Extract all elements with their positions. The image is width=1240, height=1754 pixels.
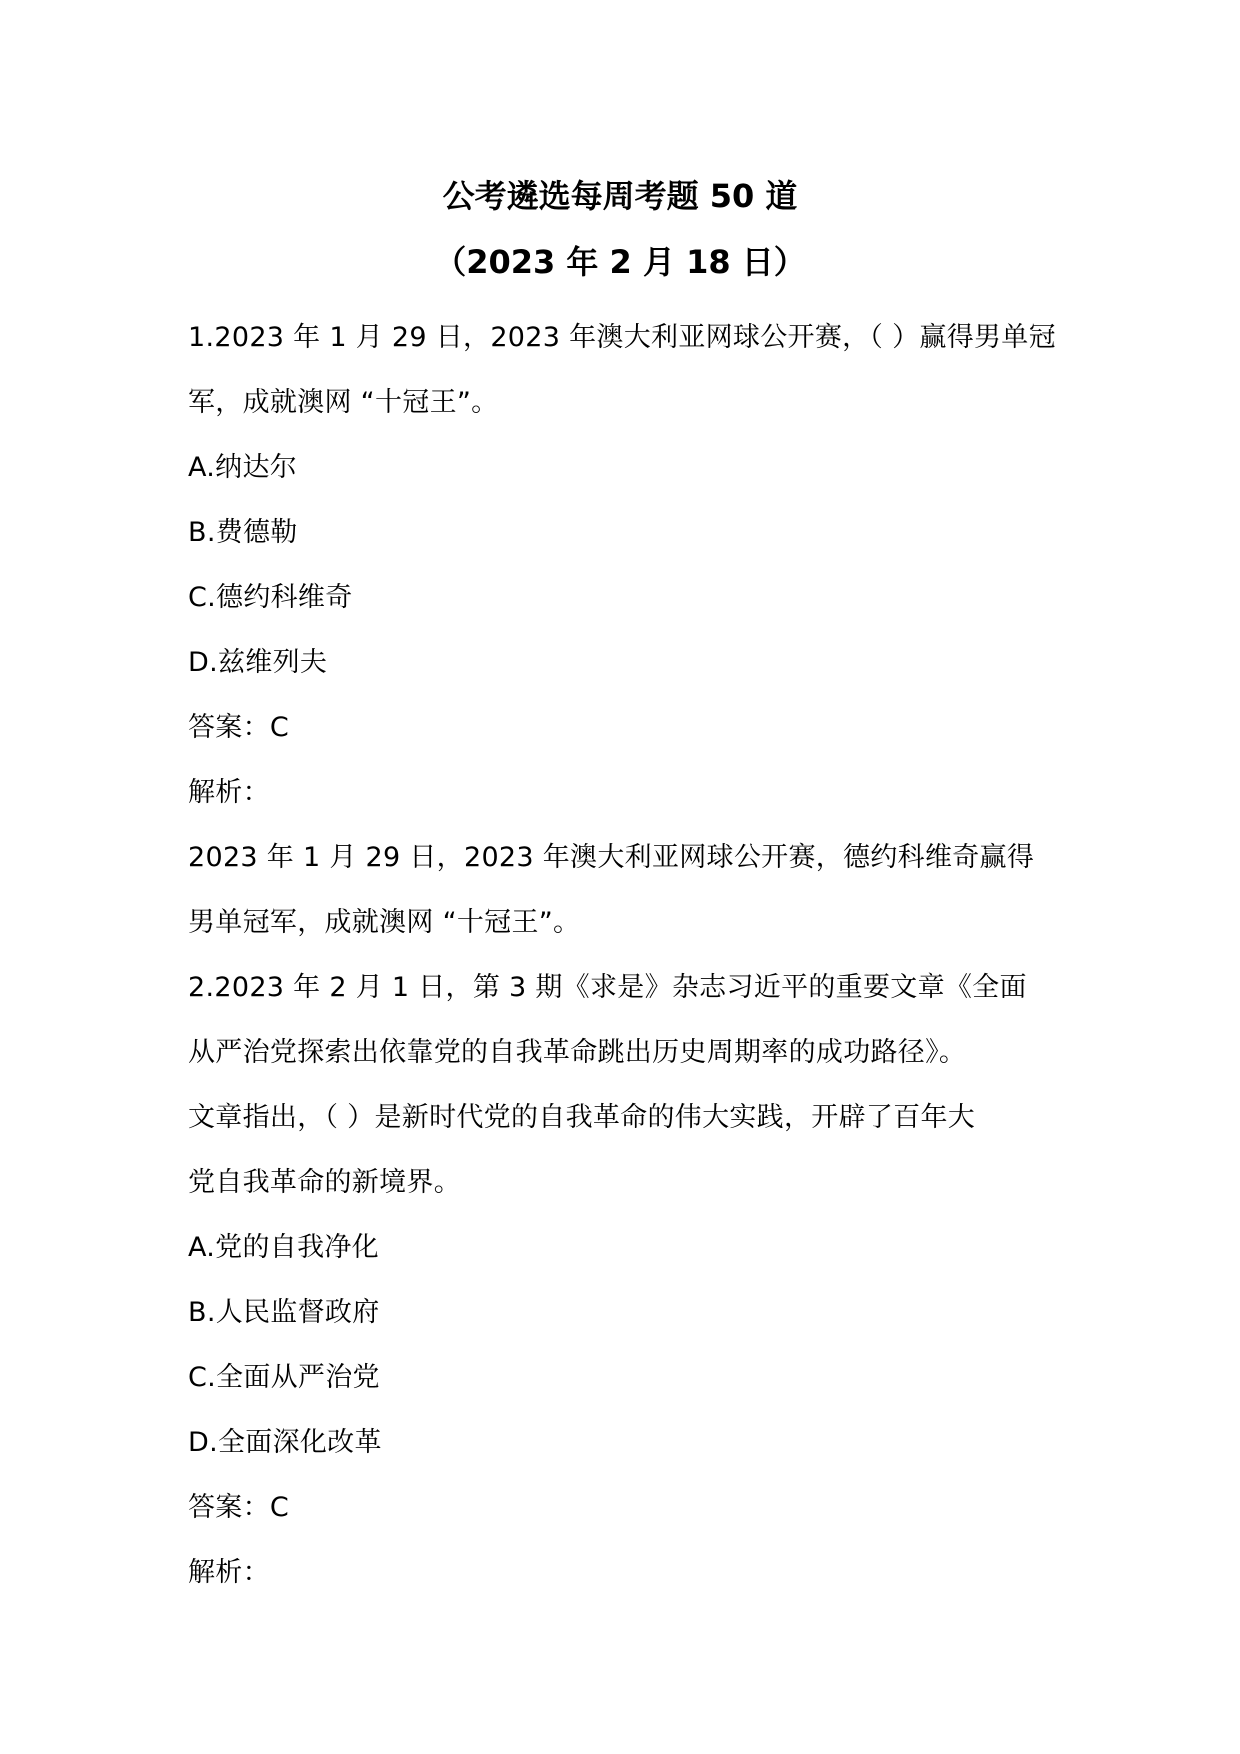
question-1-analysis-line-2: 男单冠军，成就澳网 “十冠王”。	[188, 907, 581, 938]
document-body	[188, 305, 1058, 1605]
question-2-answer: 答案：C	[188, 1492, 290, 1523]
question-1-option-a: A.纳达尔	[188, 452, 298, 483]
question-2-option-c: C.全面从严治党	[188, 1362, 380, 1393]
question-2-option-a: A.党的自我净化	[188, 1232, 379, 1263]
question-2-option-b: B.人民监督政府	[188, 1297, 380, 1328]
question-1-option-d: D.兹维列夫	[188, 647, 328, 678]
question-2-analysis-label: 解析：	[188, 1557, 270, 1588]
question-2-stem-line-2: 从严治党探索出依靠党的自我革命跳出历史周期率的成功路径》。	[188, 1037, 967, 1068]
question-2-stem-line-1: 2.2023 年 2 月 1 日，第 3 期《求是》杂志习近平的重要文章《全面	[188, 972, 1027, 1003]
question-1-answer: 答案：C	[188, 712, 290, 743]
question-2-option-d: D.全面深化改革	[188, 1427, 382, 1458]
question-1-stem-line-2: 军，成就澳网 “十冠王”。	[188, 387, 499, 418]
document-title: 公考遴选每周考题 50 道	[442, 177, 798, 215]
question-1-analysis-line-1: 2023 年 1 月 29 日，2023 年澳大利亚网球公开赛，德约科维奇赢得	[188, 842, 1035, 873]
question-2-stem-line-3: 文章指出，（ ）是新时代党的自我革命的伟大实践，开辟了百年大	[188, 1102, 976, 1133]
question-1-stem-line-1: 1.2023 年 1 月 29 日，2023 年澳大利亚网球公开赛，（ ）赢得男单冠	[188, 322, 1056, 353]
question-2-stem-line-4: 党自我革命的新境界。	[188, 1167, 461, 1198]
question-1-option-b: B.费德勒	[188, 517, 298, 548]
question-1	[188, 305, 1058, 955]
question-1-option-c: C.德约科维奇	[188, 582, 353, 613]
question-1-analysis-label: 解析：	[188, 777, 270, 808]
question-2	[188, 955, 1058, 1605]
document-subtitle: （2023 年 2 月 18 日）	[434, 243, 806, 281]
